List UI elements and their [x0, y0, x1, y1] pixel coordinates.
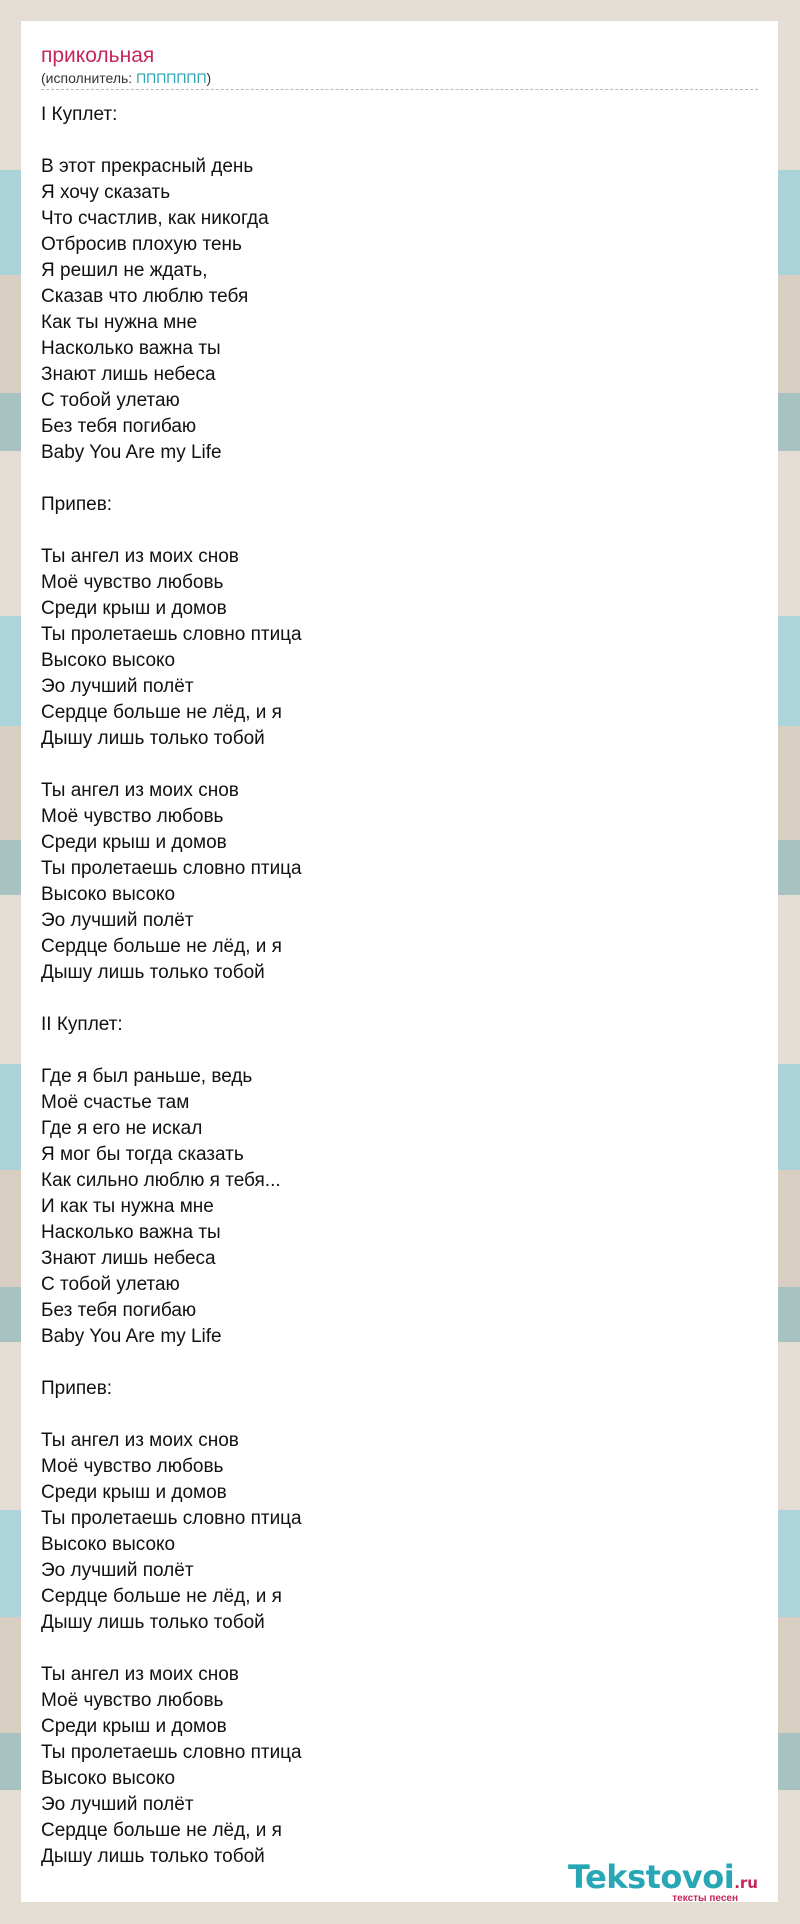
lyric-line: Эо лучший полёт	[41, 1794, 194, 1815]
lyric-line: Ты пролетаешь словно птица	[41, 858, 302, 879]
lyric-line: Насколько важна ты	[41, 338, 221, 359]
performer-link[interactable]: ППППППП	[136, 70, 207, 86]
lyric-line: Высоко высоко	[41, 650, 176, 671]
lyric-line: Где я его не искал	[41, 1118, 203, 1139]
lyric-blank-line	[41, 752, 758, 778]
lyrics-card	[21, 21, 778, 1902]
performer-prefix: (исполнитель:	[41, 70, 137, 86]
lyric-line: Моё чувство любовь	[41, 1690, 224, 1711]
lyric-line: Моё чувство любовь	[41, 572, 224, 593]
lyric-line: И как ты нужна мне	[41, 1196, 214, 1217]
lyric-line: Дышу лишь только тобой	[41, 962, 265, 983]
lyric-line: Высоко высоко	[41, 1534, 176, 1555]
lyric-line: Ты ангел из моих снов	[41, 1664, 239, 1685]
lyric-line: Эо лучший полёт	[41, 1560, 194, 1581]
lyric-line: Среди крыш и домов	[41, 598, 227, 619]
lyric-line: Эо лучший полёт	[41, 676, 194, 697]
lyric-line: Ты пролетаешь словно птица	[41, 1742, 302, 1763]
lyric-line: Припев:	[41, 1378, 113, 1399]
lyric-line: Сердце больше не лёд, и я	[41, 936, 282, 957]
lyric-line: Как ты нужна мне	[41, 312, 198, 333]
lyric-line: Сказав что люблю тебя	[41, 286, 249, 307]
lyric-line: Припев:	[41, 494, 113, 515]
lyric-line: Дышу лишь только тобой	[41, 1846, 265, 1867]
lyric-blank-line	[41, 518, 758, 544]
lyric-blank-line	[41, 466, 758, 492]
lyric-blank-line	[41, 1038, 758, 1064]
lyric-line: Baby You Are my Life	[41, 442, 222, 463]
lyric-line: I Куплет:	[41, 104, 118, 125]
lyric-line: Сердце больше не лёд, и я	[41, 1820, 282, 1841]
lyric-line: Без тебя погибаю	[41, 416, 197, 437]
lyric-blank-line	[41, 1636, 758, 1662]
lyric-line: Насколько важна ты	[41, 1222, 221, 1243]
lyric-line: Отбросив плохую тень	[41, 234, 242, 255]
lyric-line: Как сильно люблю я тебя...	[41, 1170, 281, 1191]
lyric-line: Моё чувство любовь	[41, 1456, 224, 1477]
performer-line	[41, 69, 758, 87]
logo-domain: .ru	[734, 1874, 758, 1892]
lyric-line: Моё счастье там	[41, 1092, 190, 1113]
lyric-line: Знают лишь небеса	[41, 1248, 216, 1269]
lyric-line: Ты пролетаешь словно птица	[41, 1508, 302, 1529]
lyric-line: Я мог бы тогда сказать	[41, 1144, 244, 1165]
lyric-line: Ты ангел из моих снов	[41, 780, 239, 801]
lyric-line: Дышу лишь только тобой	[41, 1612, 265, 1633]
lyric-line: Сердце больше не лёд, и я	[41, 702, 282, 723]
performer-suffix: )	[206, 70, 212, 86]
lyric-line: Baby You Are my Life	[41, 1326, 222, 1347]
lyric-blank-line	[41, 1350, 758, 1376]
lyric-line: Высоко высоко	[41, 884, 176, 905]
lyric-line: Сердце больше не лёд, и я	[41, 1586, 282, 1607]
lyric-line: II Куплет:	[41, 1014, 123, 1035]
song-header	[41, 43, 758, 90]
lyric-line: Ты пролетаешь словно птица	[41, 624, 302, 645]
lyrics-text	[41, 102, 758, 1870]
lyric-line: В этот прекрасный день	[41, 156, 254, 177]
lyric-line: Высоко высоко	[41, 1768, 176, 1789]
lyric-line: С тобой улетаю	[41, 1274, 180, 1295]
lyric-line: Без тебя погибаю	[41, 1300, 197, 1321]
lyric-line: Знают лишь небеса	[41, 364, 216, 385]
lyric-line: Я хочу сказать	[41, 182, 171, 203]
lyric-blank-line	[41, 986, 758, 1012]
lyric-line: Моё чувство любовь	[41, 806, 224, 827]
logo-name: Tekstovoi	[568, 1858, 735, 1896]
site-logo[interactable]	[568, 1859, 768, 1905]
lyric-blank-line	[41, 128, 758, 154]
logo-tagline: тексты песен	[672, 1893, 738, 1904]
lyric-line: Где я был раньше, ведь	[41, 1066, 253, 1087]
lyric-line: Среди крыш и домов	[41, 832, 227, 853]
lyric-line: С тобой улетаю	[41, 390, 180, 411]
lyric-blank-line	[41, 1402, 758, 1428]
lyric-line: Среди крыш и домов	[41, 1482, 227, 1503]
lyric-line: Эо лучший полёт	[41, 910, 194, 931]
lyric-line: Ты ангел из моих снов	[41, 1430, 239, 1451]
lyric-line: Что счастлив, как никогда	[41, 208, 269, 229]
lyric-line: Среди крыш и домов	[41, 1716, 227, 1737]
song-title: прикольная	[41, 44, 155, 67]
lyric-line: Ты ангел из моих снов	[41, 546, 239, 567]
lyric-line: Дышу лишь только тобой	[41, 728, 265, 749]
lyric-line: Я решил не ждать,	[41, 260, 208, 281]
